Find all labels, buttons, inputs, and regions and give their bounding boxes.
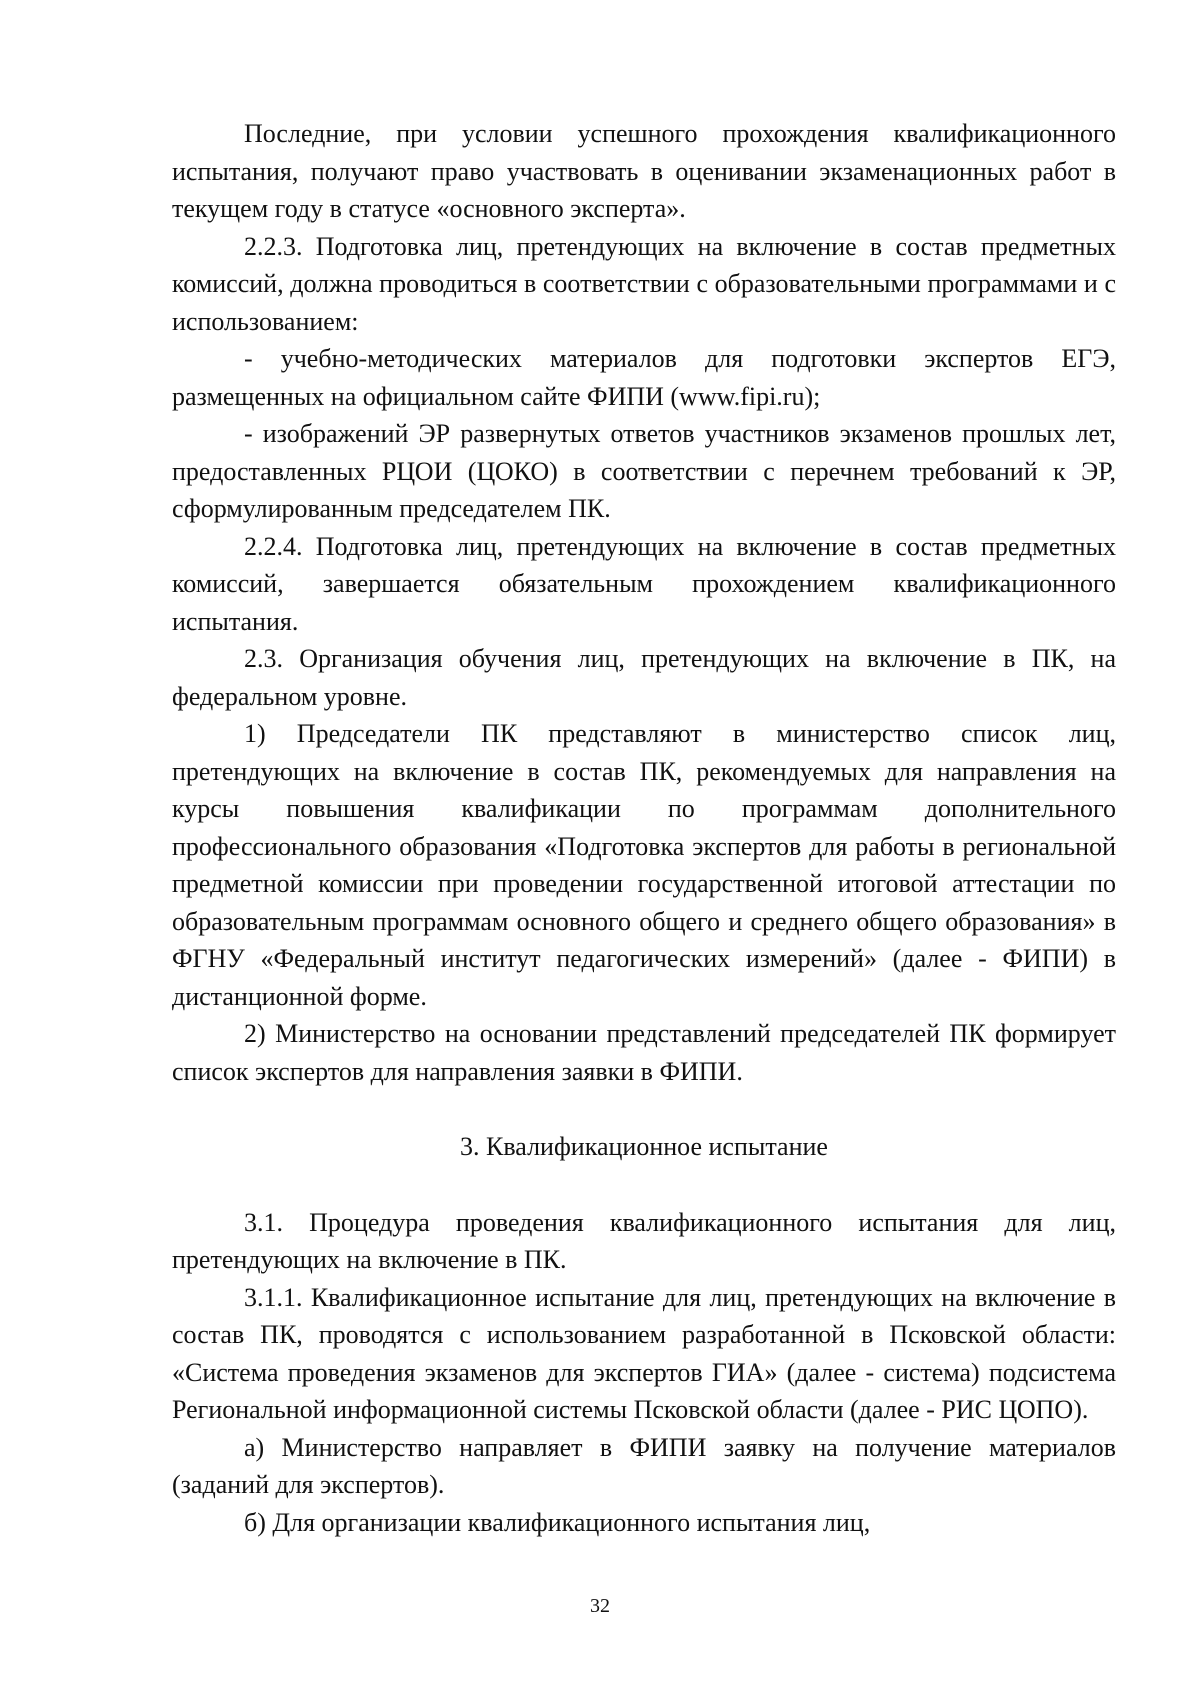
paragraph: а) Министерство направляет в ФИПИ заявку на получение материалов (заданий для экспертов). (172, 1432, 1116, 1499)
paragraph: 2.3. Организация обучения лиц, претендующих на включение в ПК, на федеральном уровне. (172, 644, 1116, 711)
page-number: 32 (590, 1595, 610, 1617)
paragraph: 1) Председатели ПК представляют в министерство список лиц, претендующих на включение в состав ПК, рекомендуемых для направления на курсы повышения квалификации по программам дополнительного профессионального образования «Подготовка экспертов для работы в региональной предметной комиссии при проведении государственной итоговой аттестации по образовательным программам основного общего и среднего общего образования» в ФГНУ «Федеральный институт педагогических измерений» (далее - ФИПИ) в дистанционной форме. (172, 719, 1116, 1011)
paragraph: 3.1.1. Квалификационное испытание для лиц, претендующих на включение в состав ПК, проводятся с использованием разработанной в Псковской области: «Система проведения экзаменов для экспертов ГИА» (далее - система) подсистема Региональной информационной системы Псковской области (далее - РИС ЦОПО). (172, 1282, 1116, 1424)
paragraph: б) Для организации квалификационного испытания лиц, (244, 1507, 871, 1537)
paragraph: - учебно-методических материалов для подготовки экспертов ЕГЭ, размещенных на официальном сайте ФИПИ (www.fipi.ru); (172, 344, 1116, 411)
paragraph: 3.1. Процедура проведения квалификационного испытания для лиц, претендующих на включение в ПК. (172, 1207, 1116, 1274)
paragraph: Последние, при условии успешного прохождения квалификационного испытания, получают право участвовать в оценивании экзаменационных работ в текущем году в статусе «основного эксперта». (172, 119, 1116, 223)
paragraph: 2) Министерство на основании представлений председателей ПК формирует список экспертов для направления заявки в ФИПИ. (172, 1019, 1116, 1086)
section-heading: 3. Квалификационное испытание (460, 1132, 828, 1161)
paragraph: 2.2.4. Подготовка лиц, претендующих на включение в состав предметных комиссий, завершается обязательным прохождением квалификационного испытания. (172, 531, 1116, 636)
paragraph: 2.2.3. Подготовка лиц, претендующих на включение в состав предметных комиссий, должна проводиться в соответствии с образовательными программами и с использованием: (172, 231, 1116, 336)
document-body (172, 115, 1116, 1541)
paragraph: - изображений ЭР развернутых ответов участников экзаменов прошлых лет, предоставленных РЦОИ (ЦОКО) в соответствии с перечнем требований к ЭР, сформулированным председателем ПК. (172, 419, 1116, 523)
